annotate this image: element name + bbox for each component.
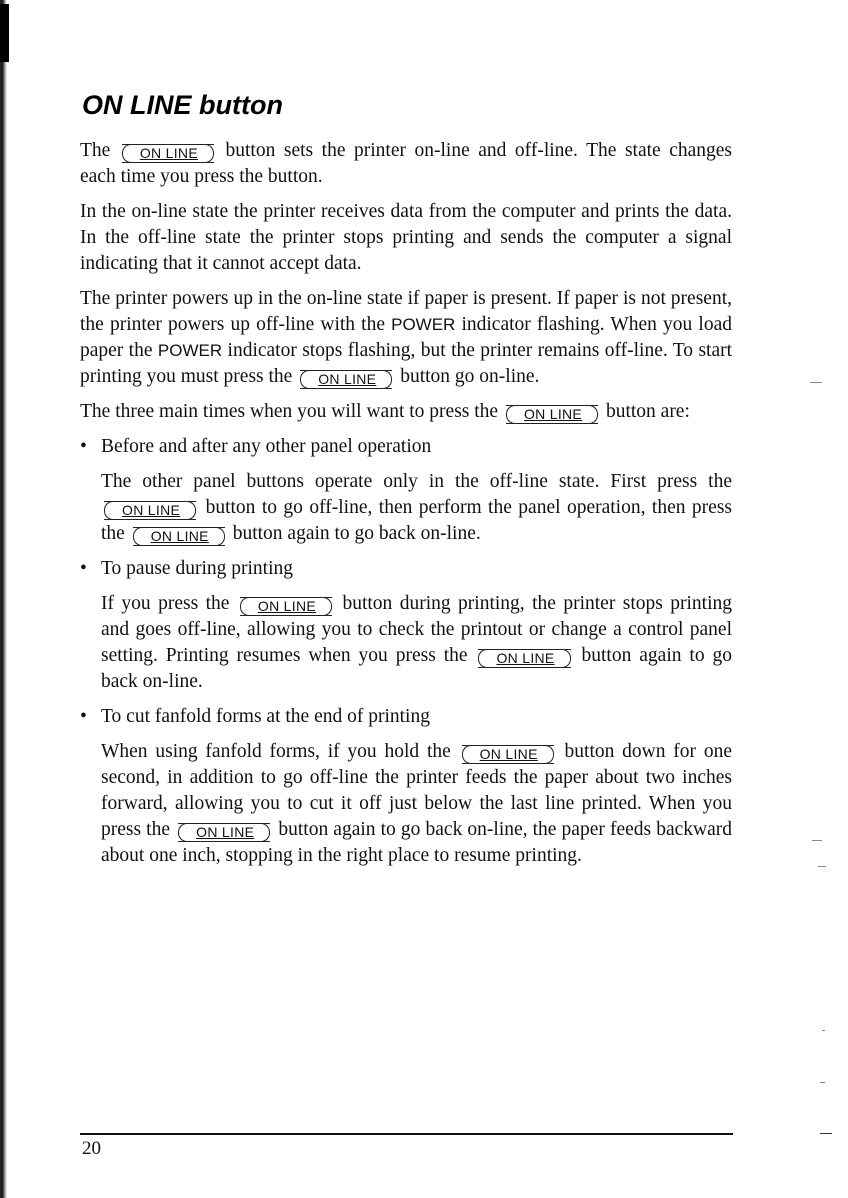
online-key-glyph: ON LINE [478,649,570,668]
bullet-item [80,434,732,460]
bullet-marker: • [80,558,87,579]
page-body [80,138,732,878]
online-key-glyph: ON LINE [300,370,392,389]
online-key-glyph: ON LINE [240,597,332,616]
binding-mark [0,4,9,62]
bullet-marker: • [80,436,87,457]
online-key-glyph: ON LINE [133,527,225,546]
paragraph-main-times: The three main times when you will want to press the ON LINE button are: [80,401,690,422]
online-key-glyph: ON LINE [506,405,598,424]
online-key-glyph: ON LINE [178,823,270,842]
page-number: 20 [82,1138,101,1159]
bullet-body: When using fanfold forms, if you hold the ON LINE button down for one second, in addition to go off-line the printer feeds the paper about two inches forward, allowing you to cut it off just below the last line printed. When you press the ON LINE button again to go back on-line, the paper feeds backward about one inch, stopping in the right place to resume printing. [101,741,733,866]
online-key-glyph: ON LINE [104,501,196,520]
power-indicator-label: POWER [157,341,223,360]
online-key-glyph: ON LINE [462,745,554,764]
footer-rule [80,1133,733,1135]
bullet-item [80,556,732,582]
bullet-body: The other panel buttons operate only in the off-line state. First press the ON LINE button to go off-line, then perform the panel operation, then press the ON LINE button again to go back on-line. [101,471,732,544]
page-binding-edge [0,0,7,1198]
bullet-title: Before and after any other panel operation [101,436,432,457]
section-title: ON LINE button [82,90,283,120]
bullet-marker: • [80,706,87,727]
bullet-item [80,704,732,730]
paragraph-intro: The ON LINE button sets the printer on-line and off-line. The state changes each time you press the button. [80,140,733,187]
online-key-glyph: ON LINE [122,144,214,163]
scan-specks [788,0,848,1198]
bullet-body: If you press the ON LINE button during printing, the printer stops printing and goes off-line, allowing you to check the printout or change a control panel setting. Printing resumes when you press the ON LINE button again to go back on-line. [101,593,733,692]
power-indicator-label: POWER [391,315,456,334]
bullet-title: To cut fanfold forms at the end of printing [101,706,430,727]
paragraph-power-up: The printer powers up in the on-line state if paper is present. If paper is not present, the printer powers up off-line with the POWER indicator flashing. When you load paper the POWER indicator stops flashing, but the printer remains off-line. To start printing you must press the ON LINE button go on-line. [80,288,733,387]
bullet-title: To pause during printing [101,558,293,579]
paragraph-online-offline: In the on-line state the printer receives data from the computer and prints the data. In the off-line state the printer stops printing and sends the computer a signal indicating that it cannot accept data. [80,201,732,274]
